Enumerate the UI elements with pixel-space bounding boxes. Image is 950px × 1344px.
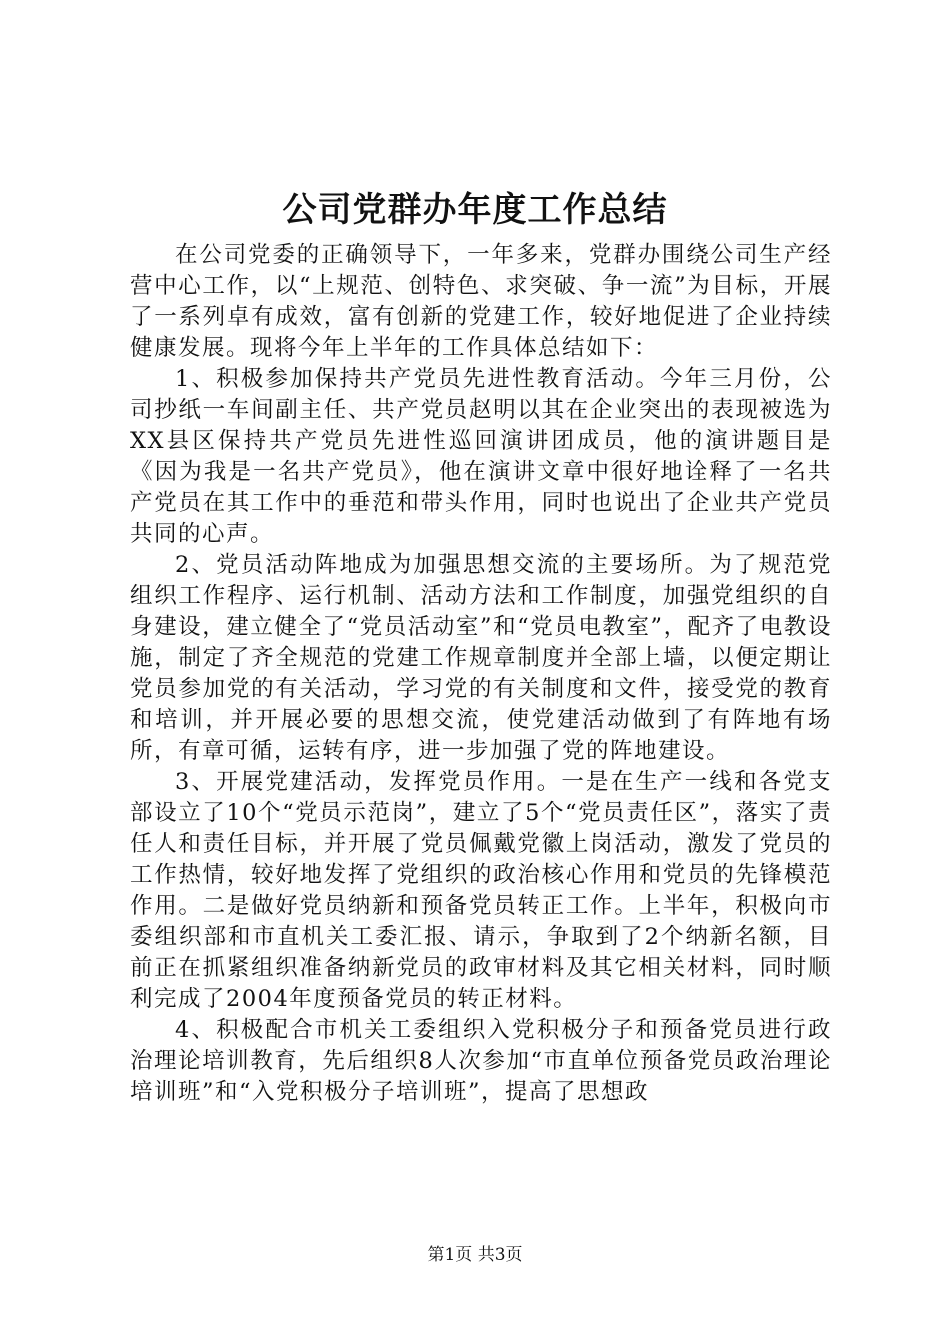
document-title: 公司党群办年度工作总结 xyxy=(282,190,668,230)
paragraph-item-4: 4、积极配合市机关工委组织入党积极分子和预备党员进行政治理论培训教育，先后组织8人次参加“市直单位预备党员政治理论培训班”和“入党积极分子培训班”，提高了思想政 xyxy=(130,1017,832,1105)
paragraph-item-3: 3、开展党建活动，发挥党员作用。一是在生产一线和各党支部设立了10个“党员示范岗”，建立了5个“党员责任区”，落实了责任人和责任目标，并开展了党员佩戴党徽上岗活动，激发了党员的工作热情，较好地发挥了党组织的政治核心作用和党员的先锋模范作用。二是做好党员纳新和预备党员转正工作。上半年，积极向市委组织部和市直机关工委汇报、请示，争取到了2个纳新名额，目前正在抓紧组织准备纳新党员的政审材料及其它相关材料，同时顺利完成了2004年度预备党员的转正材料。 xyxy=(130,769,832,1012)
page-number-footer: 第1页 共3页 xyxy=(427,1245,523,1265)
paragraph-item-1: 1、积极参加保持共产党员先进性教育活动。今年三月份，公司抄纸一车间副主任、共产党员赵明以其在企业突出的表现被选为XX县区保持共产党员先进性巡回演讲团成员，他的演讲题目是《因为我是一名共产党员》，他在演讲文章中很好地诠释了一名共产党员在其工作中的垂范和带头作用，同时也说出了企业共产党员共同的心声。 xyxy=(130,366,832,547)
paragraph-item-2: 2、党员活动阵地成为加强思想交流的主要场所。为了规范党组织工作程序、运行机制、活动方法和工作制度，加强党组织的自身建设，建立健全了“党员活动室”和“党员电教室”，配齐了电教设施，制定了齐全规范的党建工作规章制度并全部上墙，以便定期让党员参加党的有关活动，学习党的有关制度和文件，接受党的教育和培训，并开展必要的思想交流，使党建活动做到了有阵地有场所，有章可循，运转有序，进一步加强了党的阵地建设。 xyxy=(130,552,832,764)
document-body xyxy=(130,240,832,1108)
intro-paragraph: 在公司党委的正确领导下，一年多来，党群办围绕公司生产经营中心工作，以“上规范、创特色、求突破、争一流”为目标，开展了一系列卓有成效，富有创新的党建工作，较好地促进了企业持续健康发展。现将今年上半年的工作具体总结如下： xyxy=(130,242,832,361)
